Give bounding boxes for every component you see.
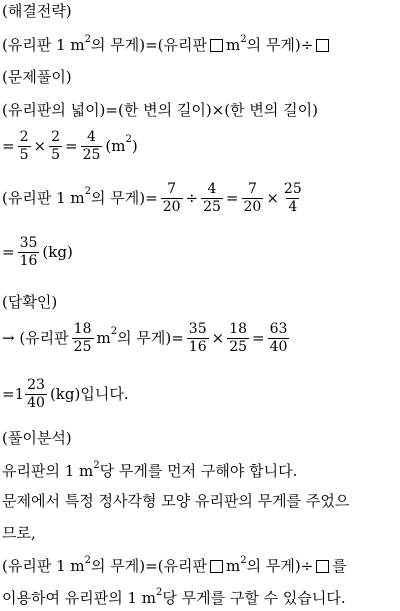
fraction: $\frac{4}{25}$ xyxy=(203,181,221,215)
analysis-line-4: (유리판 1 m 2 의 무게)=(유리판 m 2 의 무게)÷ 를 xyxy=(2,554,347,575)
weight-result: = $\frac{35}{16}$ (kg) xyxy=(2,235,73,269)
fraction: $\frac{63}{40}$ xyxy=(269,321,288,355)
analysis-line-3: 므로, xyxy=(2,524,36,542)
fraction: $\frac{18}{25}$ xyxy=(73,321,92,355)
blank-box xyxy=(316,39,329,52)
fraction: $\frac{2}{5}$ xyxy=(51,129,60,163)
check-result: =1 $\frac{23}{40}$ (kg)입니다. xyxy=(2,377,129,411)
fraction: $\frac{35}{16}$ xyxy=(188,321,207,355)
fraction: $\frac{23}{40}$ xyxy=(27,377,45,411)
blank-box xyxy=(210,560,223,573)
area-definition: (유리판의 넓이)=(한 변의 길이)×(한 변의 길이) xyxy=(2,101,318,119)
blank-box xyxy=(316,560,329,573)
fraction: $\frac{7}{20}$ xyxy=(243,181,262,215)
fraction: $\frac{7}{20}$ xyxy=(162,181,181,215)
weight-per-m2-calculation: (유리판 1 m 2 의 무게)= $\frac{7}{20}$ ÷ $\frac{4}{25}$ = $\frac{7}{20}$ × $\frac{25}{4}$ xyxy=(2,181,302,215)
fraction: $\frac{4}{25}$ xyxy=(82,129,101,163)
area-calculation: = $\frac{2}{5}$ × $\frac{2}{5}$ = $\frac{4}{25}$ (m 2 ) xyxy=(2,129,138,163)
heading-problem-solving: (문제풀이) xyxy=(2,68,72,86)
fraction: $\frac{18}{25}$ xyxy=(229,321,248,355)
heading-answer-check: (답확인) xyxy=(2,293,58,311)
analysis-line-5: 이용하여 유리판의 1 m 2 당 무게를 구할 수 있습니다. xyxy=(2,586,346,607)
fraction: $\frac{2}{5}$ xyxy=(19,129,29,163)
fraction: $\frac{35}{16}$ xyxy=(19,235,38,269)
analysis-line-1: 유리판의 1 m 2 당 무게를 먼저 구해야 합니다. xyxy=(2,459,298,480)
blank-box xyxy=(210,39,223,52)
heading-solution-analysis: (풀이분석) xyxy=(2,429,72,447)
heading-solution-strategy: (해결전략) xyxy=(2,2,72,20)
check-calculation: → (유리판 $\frac{18}{25}$ m 2 의 무게)= $\frac{35}{16}$ × $\frac{18}{25}$ = $\frac{63}{40}$ xyxy=(2,321,288,355)
fraction: $\frac{25}{4}$ xyxy=(283,181,302,215)
strategy-formula: (유리판 1 m 2 의 무게)=(유리판 m 2 의 무게)÷ xyxy=(2,38,332,53)
analysis-line-2: 문제에서 특정 정사각형 모양 유리판의 무게를 주었으 xyxy=(2,492,350,510)
